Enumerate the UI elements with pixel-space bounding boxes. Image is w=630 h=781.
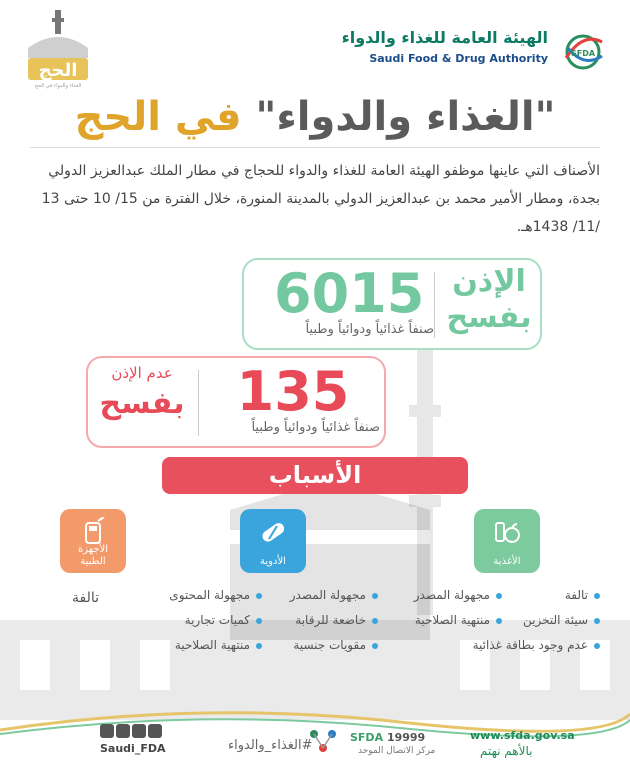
youtube-icon[interactable] — [132, 724, 146, 738]
svg-text:الحج: الحج — [38, 60, 78, 81]
medicines-category-label: الأدوية — [260, 556, 286, 567]
svg-text:الغذاء والدواء في الحج: الغذاء والدواء في الحج — [34, 83, 82, 89]
org-name-arabic: الهيئة العامة للغذاء والدواء — [341, 28, 548, 47]
devices-label-line-1: الأجهزة — [77, 544, 109, 555]
title-divider — [30, 147, 600, 148]
denied-label-bottom: بفسح — [99, 386, 185, 421]
medicine-reason-item: منتهية الصلاحية — [175, 638, 262, 652]
page-title — [0, 94, 630, 140]
sfda-logo — [341, 28, 608, 72]
reasons-banner: الأسباب — [162, 457, 468, 494]
food-category-label: الأغذية — [493, 556, 521, 567]
allowed-stat-card — [242, 258, 542, 350]
food-reason-item: تالفة — [565, 588, 600, 602]
title-part-1: "الغذاء والدواء" — [255, 94, 556, 140]
medicine-reason-item: مقويات جنسية — [293, 638, 378, 652]
pill-icon — [258, 517, 288, 547]
allowed-count: 6015 — [274, 262, 425, 325]
devices-label-line-2: الطبية — [80, 556, 106, 567]
intro-paragraph: الأصناف التي عاينها موظفو الهيئة العامة للغذاء والدواء للحجاج في مطار الملك عبدالعزيز الدولي بجدة، ومطار الأمير محمد بن عبدالعزيز الدولي بالمدينة المنورة، خلال الفترة من 15/ 10 حتى 13 /11/ 1438هـ. — [41, 163, 600, 235]
hajj-logo — [22, 8, 94, 90]
org-name-english: Saudi Food & Drug Authority — [369, 52, 548, 65]
hotline-number: SFDA 19999 — [350, 731, 426, 744]
slogan: بالأهم نهتم — [480, 744, 533, 758]
food-reason-item: سيئة التخزين — [523, 613, 600, 627]
sfda-emblem-icon — [558, 28, 608, 72]
medicine-reason-item: كميات تجارية — [185, 613, 262, 627]
food-reason-item: منتهية الصلاحية — [415, 613, 502, 627]
denied-subtitle: صنفاً غذائياً ودوائياً وطبياً — [251, 420, 380, 435]
devices-category-badge — [60, 509, 126, 573]
denied-count: 135 — [236, 360, 350, 423]
denied-label-top: عدم الإذن — [111, 364, 173, 382]
svg-text:SFDA: SFDA — [570, 49, 596, 58]
devices-category-label — [60, 544, 126, 568]
facebook-icon[interactable] — [116, 724, 130, 738]
food-reason-item: عدم وجود بطاقة غذائية — [473, 638, 600, 652]
medicines-category-badge — [240, 509, 306, 573]
social-icons — [100, 723, 190, 739]
glucometer-icon — [78, 517, 108, 547]
medicine-reason-item: خاضعة للرقابة — [295, 613, 378, 627]
food-category-badge — [474, 509, 540, 573]
food-reason-item: مجهولة المصدر — [414, 588, 502, 602]
device-reason-item: تالفة — [72, 590, 100, 606]
medicine-reason-item: مجهولة المحتوى — [169, 588, 262, 602]
denied-stat-card — [86, 356, 386, 448]
allowed-label: الإذن بفسح — [446, 264, 532, 335]
social-handle[interactable]: Saudi_FDA — [100, 742, 166, 755]
title-part-2: في الحج — [74, 94, 242, 140]
call-center-icon — [306, 726, 342, 756]
allowed-divider — [434, 272, 435, 338]
apple-bottle-icon — [492, 517, 522, 547]
twitter-icon[interactable] — [100, 724, 114, 738]
instagram-icon[interactable] — [148, 724, 162, 738]
hotline-description: مركز الاتصال الموحد — [358, 746, 436, 756]
website-link[interactable]: www.sfda.gov.sa — [470, 729, 575, 742]
medicine-reason-item: مجهولة المصدر — [290, 588, 378, 602]
allowed-subtitle: صنفاً غذائياً ودوائياً وطبياً — [305, 322, 434, 337]
hashtag: #الغذاء_والدواء — [228, 738, 313, 753]
